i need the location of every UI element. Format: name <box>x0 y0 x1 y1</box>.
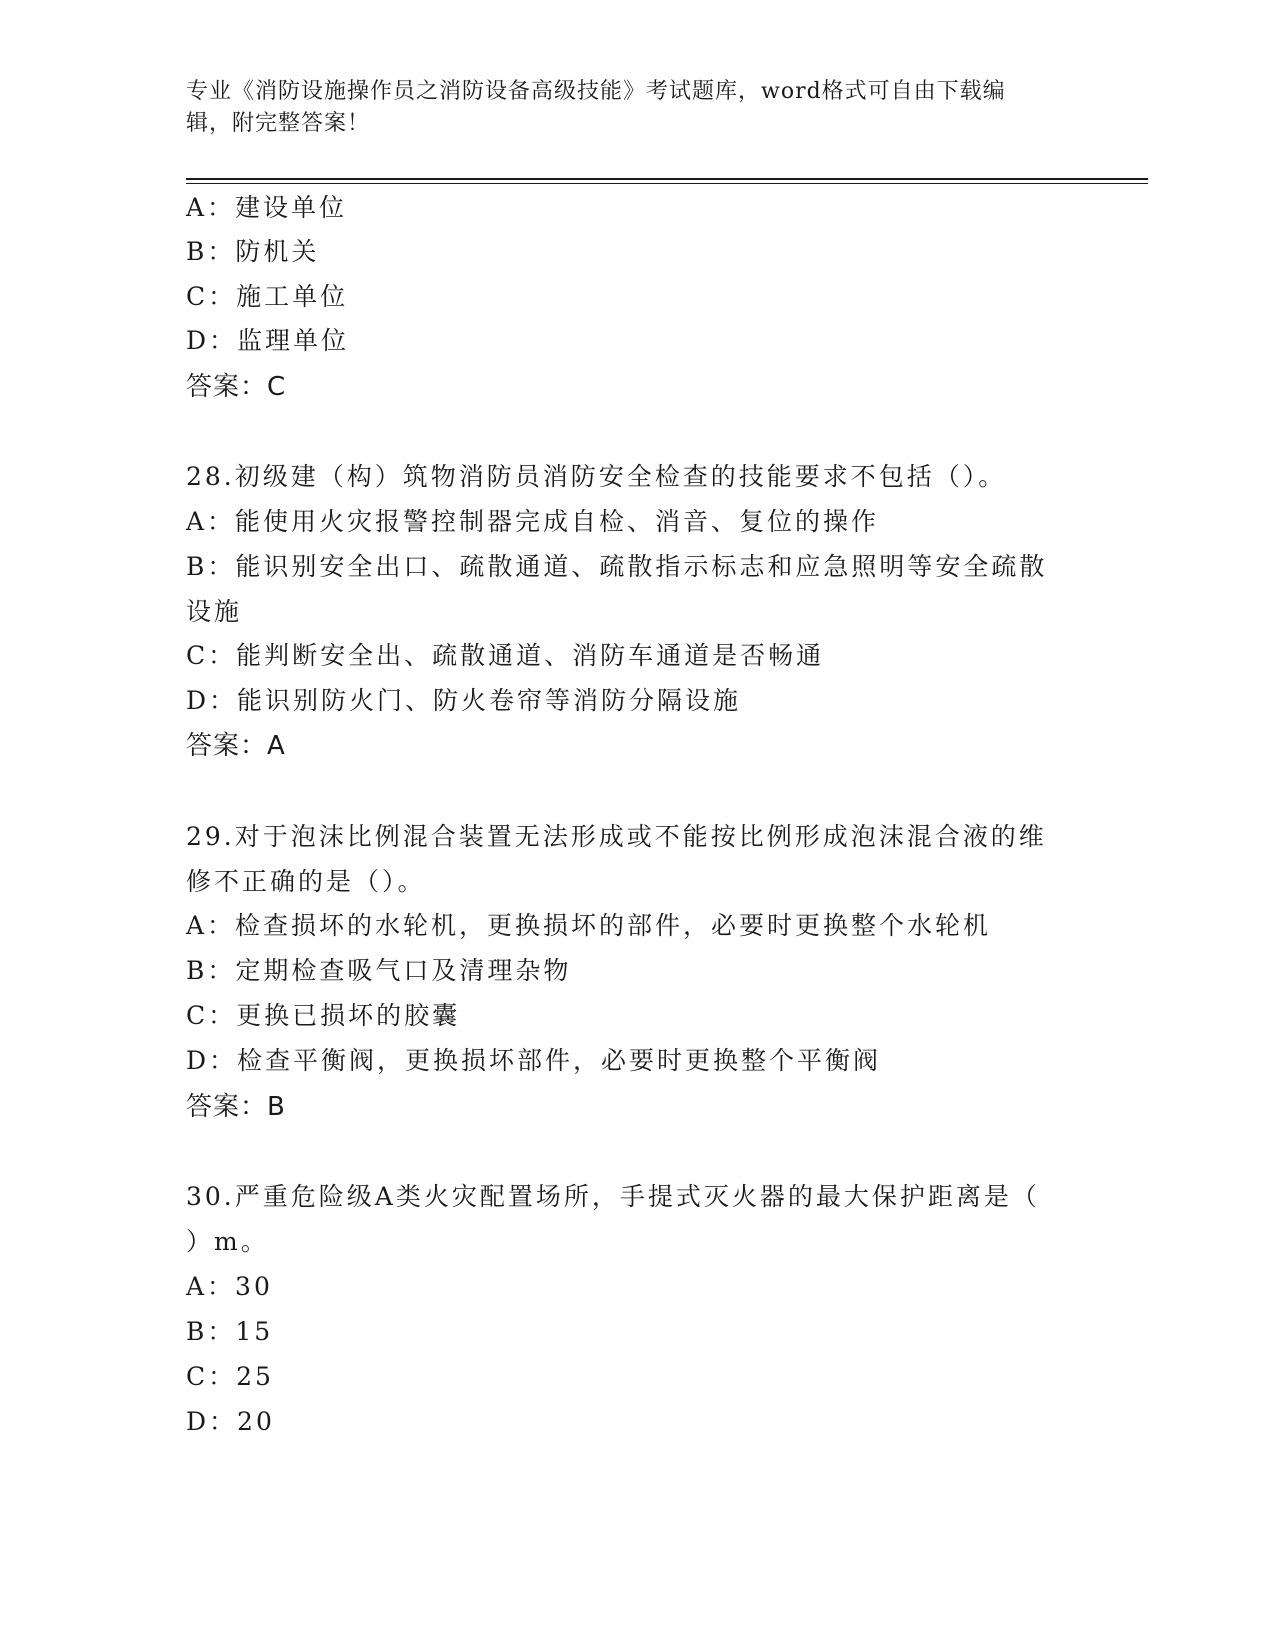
header-divider-thick <box>186 178 1148 180</box>
q29-option-d: D：检查平衡阀，更换损坏部件，必要时更换整个平衡阀 <box>186 1046 882 1075</box>
q27-option-a: A：建设单位 <box>186 193 348 222</box>
q27-option-c: C：施工单位 <box>186 282 349 311</box>
q28-option-b: B：能识别安全出口、疏散通道、疏散指示标志和应急照明等安全疏散 <box>186 552 1048 581</box>
q29-option-c: C：更换已损坏的胶囊 <box>186 1001 461 1030</box>
q29-option-b: B：定期检查吸气口及清理杂物 <box>186 956 572 985</box>
q30-stem-line-1: 30.严重危险级A类火灾配置场所，手提式灭火器的最大保护距离是（ <box>186 1182 1040 1211</box>
q30-option-c: C：25 <box>186 1362 274 1391</box>
q30-option-b: B：15 <box>186 1317 274 1346</box>
document-header <box>186 76 1076 140</box>
q29-answer: 答案：B <box>186 1092 286 1122</box>
q27-option-d: D：监理单位 <box>186 326 350 355</box>
q29-option-a: A：检查损坏的水轮机，更换损坏的部件，必要时更换整个水轮机 <box>186 911 992 940</box>
q27-answer: 答案：C <box>186 372 287 402</box>
q28-stem: 28.初级建（构）筑物消防员消防安全检查的技能要求不包括（）。 <box>186 462 1007 491</box>
q29-stem-line-1: 29.对于泡沫比例混合装置无法形成或不能按比例形成泡沫混合液的维 <box>186 822 1047 851</box>
q29-stem-line-2: 修不正确的是（）。 <box>186 867 426 896</box>
q28-option-d: D：能识别防火门、防火卷帘等消防分隔设施 <box>186 686 742 715</box>
header-line-1: 专业《消防设施操作员之消防设备高级技能》考试题库，word格式可自由下载编 <box>186 79 1006 104</box>
q30-option-a: A：30 <box>186 1272 273 1301</box>
q28-option-b-cont: 设施 <box>186 597 243 626</box>
q28-option-a: A：能使用火灾报警控制器完成自检、消音、复位的操作 <box>186 507 880 536</box>
q28-option-c: C：能判断安全出、疏散通道、消防车通道是否畅通 <box>186 641 825 670</box>
q30-stem-line-2: ）m。 <box>186 1227 269 1256</box>
q30-option-d: D：20 <box>186 1407 275 1436</box>
header-divider-thin <box>186 183 1148 184</box>
q28-answer: 答案：A <box>186 731 286 761</box>
header-line-2: 辑，附完整答案！ <box>186 111 371 136</box>
q27-option-b: B：防机关 <box>186 237 320 266</box>
